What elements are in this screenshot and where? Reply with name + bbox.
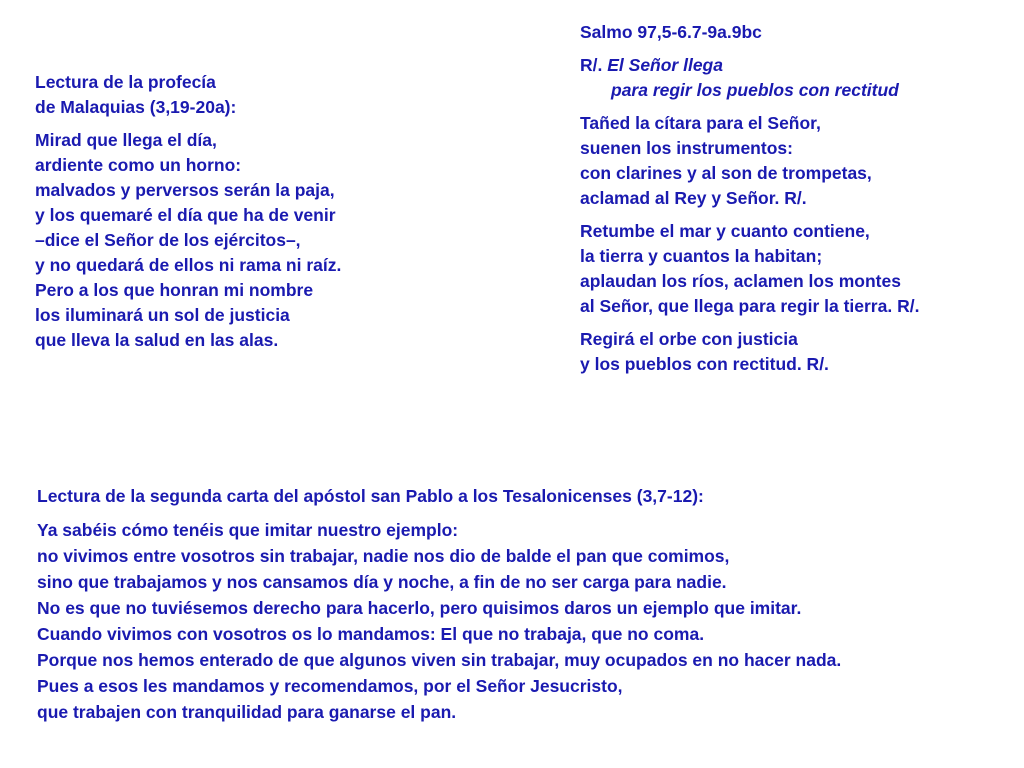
first-reading-line: Mirad que llega el día, [35, 130, 217, 150]
psalm [580, 20, 919, 377]
psalm-stanza-1-line: Tañed la cítara para el Señor, [580, 113, 821, 133]
second-reading-line: No es que no tuviésemos derecho para hacerlo, pero quisimos daros un ejemplo que imitar. [37, 598, 802, 618]
response-text-line-2: para regir los pueblos con rectitud [611, 80, 899, 100]
second-reading [37, 483, 841, 725]
second-reading-heading: Lectura de la segunda carta del apóstol san Pablo a los Tesalonicenses (3,7-12): [37, 486, 704, 506]
first-reading-heading-line-1: Lectura de la profecía [35, 72, 216, 92]
psalm-response-continued [580, 78, 919, 103]
response-text-line-1: El Señor llega [607, 55, 723, 75]
second-reading-line: no vivimos entre vosotros sin trabajar, nadie nos dio de balde el pan que comimos, [37, 546, 730, 566]
psalm-stanza-3-line: Regirá el orbe con justicia [580, 329, 798, 349]
first-reading-line: los iluminará un sol de justicia [35, 305, 290, 325]
second-reading-line: Cuando vivimos con vosotros os lo mandamos: El que no trabaja, que no coma. [37, 624, 705, 644]
second-reading-line: sino que trabajamos y nos cansamos día y noche, a fin de no ser carga para nadie. [37, 572, 727, 592]
second-reading-line: Ya sabéis cómo tenéis que imitar nuestro ejemplo: [37, 520, 459, 540]
psalm-stanza-2-line: al Señor, que llega para regir la tierra. R/. [580, 296, 920, 316]
first-reading-line: malvados y perversos serán la paja, [35, 180, 335, 200]
psalm-stanza-1-line: con clarines y al son de trompetas, [580, 163, 872, 183]
psalm-title: Salmo 97,5-6.7-9a.9bc [580, 22, 762, 42]
psalm-stanza-2-line: la tierra y cuantos la habitan; [580, 246, 823, 266]
psalm-stanza-3-line: y los pueblos con rectitud. R/. [580, 354, 829, 374]
second-reading-line: que trabajen con tranquilidad para ganarse el pan. [37, 702, 457, 722]
first-reading-line: ardiente como un horno: [35, 155, 242, 175]
first-reading-line: y no quedará de ellos ni rama ni raíz. [35, 255, 342, 275]
first-reading-line: que lleva la salud en las alas. [35, 330, 279, 350]
psalm-stanza-1-line: suenen los instrumentos: [580, 138, 793, 158]
first-reading-line: –dice el Señor de los ejércitos–, [35, 230, 301, 250]
psalm-stanza-2-line: Retumbe el mar y cuanto contiene, [580, 221, 870, 241]
first-reading [35, 70, 341, 353]
first-reading-line: Pero a los que honran mi nombre [35, 280, 314, 300]
first-reading-line: y los quemaré el día que ha de venir [35, 205, 336, 225]
psalm-stanza-2-line: aplaudan los ríos, aclamen los montes [580, 271, 901, 291]
second-reading-line: Pues a esos les mandamos y recomendamos, por el Señor Jesucristo, [37, 676, 623, 696]
psalm-stanza-1-line: aclamad al Rey y Señor. R/. [580, 188, 807, 208]
psalm-response [580, 53, 919, 78]
first-reading-heading-line-2: de Malaquias (3,19-20a): [35, 97, 237, 117]
response-prefix: R/. [580, 55, 603, 75]
second-reading-line: Porque nos hemos enterado de que algunos viven sin trabajar, muy ocupados en no hacer nada. [37, 650, 842, 670]
